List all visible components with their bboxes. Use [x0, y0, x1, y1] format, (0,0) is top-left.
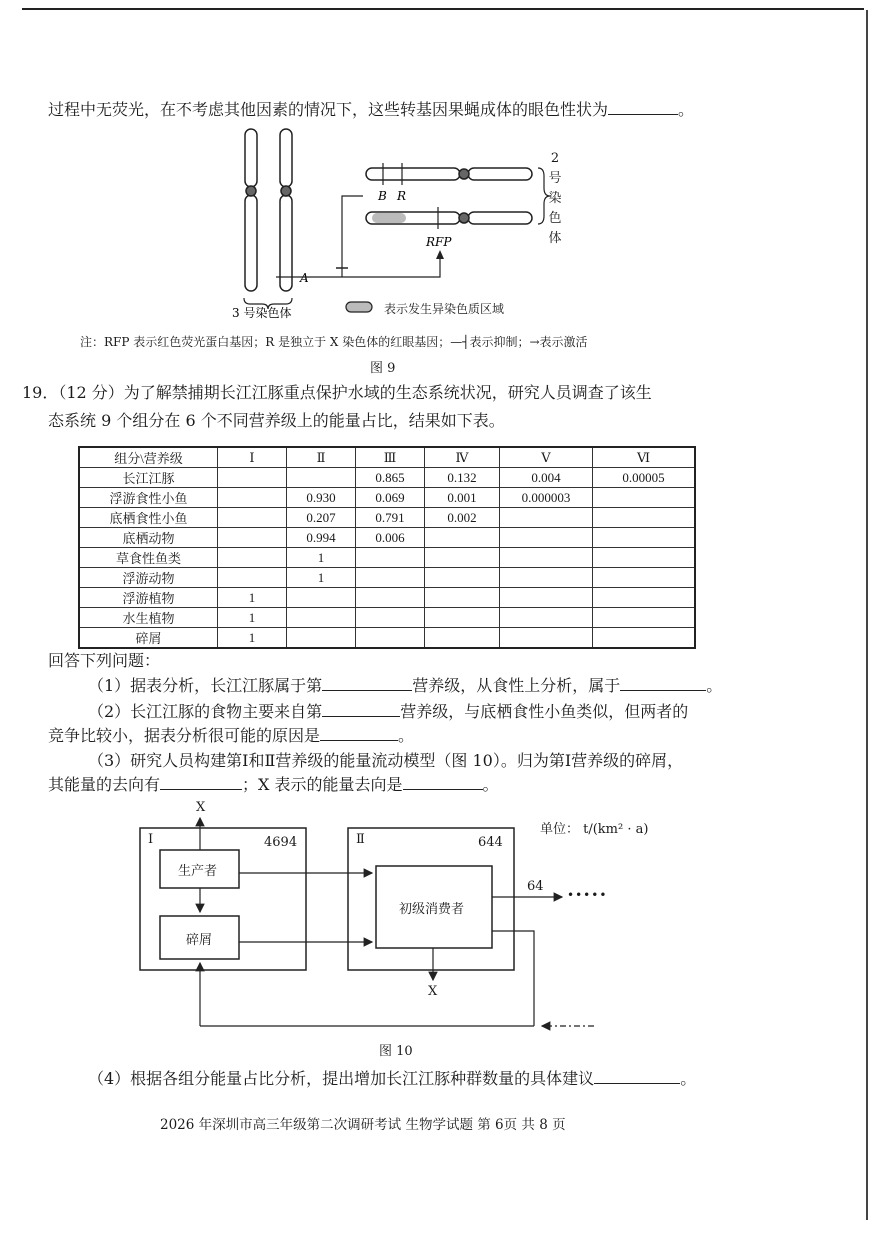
table-cell: 1	[218, 628, 287, 649]
table-cell: 草食性鱼类	[79, 548, 218, 568]
intro-text: 过程中无荧光，在不考虑其他因素的情况下，这些转基因果蝇成体的眼色性状为	[48, 100, 609, 119]
table-row	[79, 508, 695, 528]
table-cell	[500, 568, 593, 588]
table-header: Ⅲ	[356, 447, 425, 468]
table-cell	[287, 588, 356, 608]
fig10-continuation-dots: •••••	[567, 888, 608, 902]
legend-text: 表示发生异染色质区域	[384, 302, 505, 316]
chromosome-2-upper	[366, 168, 532, 180]
table-cell	[500, 588, 593, 608]
question-19-line1: 19．（12 分）为了解禁捕期长江江豚重点保护水域的生态系统状况，研究人员调查了该生	[22, 383, 652, 402]
table-cell	[593, 588, 696, 608]
sub-question-4: （4）根据各组分能量占比分析，提出增加长江江豚种群数量的具体建议 。	[88, 1069, 697, 1088]
label-r: R	[397, 189, 407, 203]
table-row	[79, 628, 695, 649]
answer-blank-2b[interactable]	[320, 726, 398, 741]
table-cell	[500, 548, 593, 568]
page-right-border	[866, 10, 868, 1220]
table-cell	[425, 608, 500, 628]
table-cell	[287, 468, 356, 488]
fig10-box2-value: 644	[478, 835, 503, 850]
table-cell: 浮游食性小鱼	[79, 488, 218, 508]
table-cell	[356, 548, 425, 568]
table-cell: 0.00005	[593, 468, 696, 488]
table-cell: 长江江豚	[79, 468, 218, 488]
table-cell	[593, 568, 696, 588]
table-header-row	[79, 447, 695, 468]
chromosome-3-left	[245, 129, 292, 291]
fig10-out-value: 64	[527, 879, 544, 894]
figure-9-note: 注：RFP 表示红色荧光蛋白基因；R 是独立于 X 染色体的红眼基因；—┤表示抑制；→表示激活	[80, 335, 588, 349]
table-cell: 0.207	[287, 508, 356, 528]
table-cell	[593, 488, 696, 508]
intro-line: 过程中无荧光，在不考虑其他因素的情况下，这些转基因果蝇成体的眼色性状为 。	[48, 100, 695, 119]
table-cell: 碎屑	[79, 628, 218, 649]
chromosome-2-lower	[366, 212, 532, 224]
label-b: B	[378, 189, 387, 203]
table-cell	[593, 528, 696, 548]
table-cell	[425, 568, 500, 588]
sub-question-1: （1）据表分析，长江江豚属于第 营养级，从食性上分析，属于 。	[88, 676, 723, 695]
table-header: 组分\营养级	[79, 447, 218, 468]
table-cell: 0.002	[425, 508, 500, 528]
table-cell	[593, 608, 696, 628]
table-cell: 0.004	[500, 468, 593, 488]
table-cell	[500, 608, 593, 628]
table-cell	[425, 588, 500, 608]
table-cell: 0.865	[356, 468, 425, 488]
page-footer: 2026 年深圳市高三年级第二次调研考试 生物学试题 第 6页 共 8 页	[160, 1117, 566, 1133]
table-header: Ⅳ	[425, 447, 500, 468]
table-cell: 底栖动物	[79, 528, 218, 548]
answer-blank-eye-color[interactable]	[608, 100, 678, 115]
table-cell	[287, 628, 356, 649]
fig10-box1-value: 4694	[264, 835, 298, 850]
table-cell	[287, 608, 356, 628]
table-cell: 0.930	[287, 488, 356, 508]
detritus-label: 碎屑	[186, 933, 213, 948]
page-top-border	[22, 8, 864, 10]
table-row	[79, 548, 695, 568]
label-chr2-vertical: 2 号 染 色 体	[548, 151, 562, 246]
answer-blank-1b[interactable]	[620, 676, 706, 691]
table-cell	[356, 568, 425, 588]
table-cell	[593, 508, 696, 528]
answer-blank-3a[interactable]	[160, 775, 242, 790]
table-cell	[218, 488, 287, 508]
table-header: Ⅵ	[593, 447, 696, 468]
table-row	[79, 588, 695, 608]
table-cell	[356, 628, 425, 649]
table-cell: 0.001	[425, 488, 500, 508]
energy-table	[78, 446, 696, 649]
legend-heterochromatin-icon	[346, 302, 372, 312]
table-cell	[425, 528, 500, 548]
figure-9-caption: 图 9	[370, 361, 396, 376]
table-cell	[218, 568, 287, 588]
table-cell: 1	[287, 548, 356, 568]
table-cell	[593, 628, 696, 649]
answer-blank-4[interactable]	[594, 1069, 680, 1084]
fig10-x-bottom: X	[428, 984, 438, 999]
table-cell	[218, 528, 287, 548]
table-row	[79, 568, 695, 588]
table-cell: 底栖食性小鱼	[79, 508, 218, 528]
fig10-box2-label: Ⅱ	[356, 832, 365, 847]
fig10-unit: 单位： t/(km² · a)	[540, 822, 649, 837]
table-row	[79, 528, 695, 548]
table-cell: 1	[287, 568, 356, 588]
fig10-x-top: X	[196, 800, 206, 815]
table-row	[79, 608, 695, 628]
table-cell	[356, 608, 425, 628]
label-chr3: 3 号染色体	[232, 306, 292, 320]
table-cell: 浮游植物	[79, 588, 218, 608]
table-cell	[218, 468, 287, 488]
answer-intro: 回答下列问题：	[48, 651, 161, 670]
producer-label: 生产者	[178, 864, 218, 879]
table-cell	[500, 528, 593, 548]
table-cell: 0.791	[356, 508, 425, 528]
table-cell	[500, 628, 593, 649]
table-cell	[425, 628, 500, 649]
table-cell	[356, 588, 425, 608]
sub-question-3-line2: 其能量的去向有 ；X 表示的能量去向是 。	[48, 775, 499, 794]
table-header: Ⅰ	[218, 447, 287, 468]
table-cell: 0.006	[356, 528, 425, 548]
table-cell: 0.069	[356, 488, 425, 508]
question-19-line2: 态系统 9 个组分在 6 个不同营养级上的能量占比，结果如下表。	[48, 411, 505, 430]
fig10-box1-label: Ⅰ	[148, 832, 154, 847]
figure-10-caption: 图 10	[379, 1044, 413, 1059]
table-cell: 1	[218, 588, 287, 608]
table-row	[79, 488, 695, 508]
table-cell: 0.000003	[500, 488, 593, 508]
table-cell: 1	[218, 608, 287, 628]
answer-blank-3b[interactable]	[403, 775, 483, 790]
primary-consumer-label: 初级消费者	[399, 902, 465, 917]
table-row	[79, 468, 695, 488]
table-cell	[425, 548, 500, 568]
table-header: Ⅴ	[500, 447, 593, 468]
table-cell	[593, 548, 696, 568]
label-a: A	[300, 271, 309, 285]
table-cell: 浮游动物	[79, 568, 218, 588]
table-header: Ⅱ	[287, 447, 356, 468]
answer-blank-1a[interactable]	[322, 676, 412, 691]
table-cell	[218, 548, 287, 568]
table-cell: 0.132	[425, 468, 500, 488]
sub-question-2: （2）长江江豚的食物主要来自第 营养级，与底栖食性小鱼类似，但两者的	[88, 702, 689, 721]
answer-blank-2a[interactable]	[322, 702, 400, 717]
sub-question-3: （3）研究人员构建第Ⅰ和Ⅱ营养级的能量流动模型（图 10）。归为第Ⅰ营养级的碎屑，	[88, 751, 684, 770]
table-cell	[500, 508, 593, 528]
table-cell: 0.994	[287, 528, 356, 548]
label-rfp: RFP	[426, 235, 452, 249]
table-cell: 水生植物	[79, 608, 218, 628]
sub-question-2-line2: 竞争比较小，据表分析很可能的原因是 。	[48, 726, 415, 745]
table-cell	[218, 508, 287, 528]
